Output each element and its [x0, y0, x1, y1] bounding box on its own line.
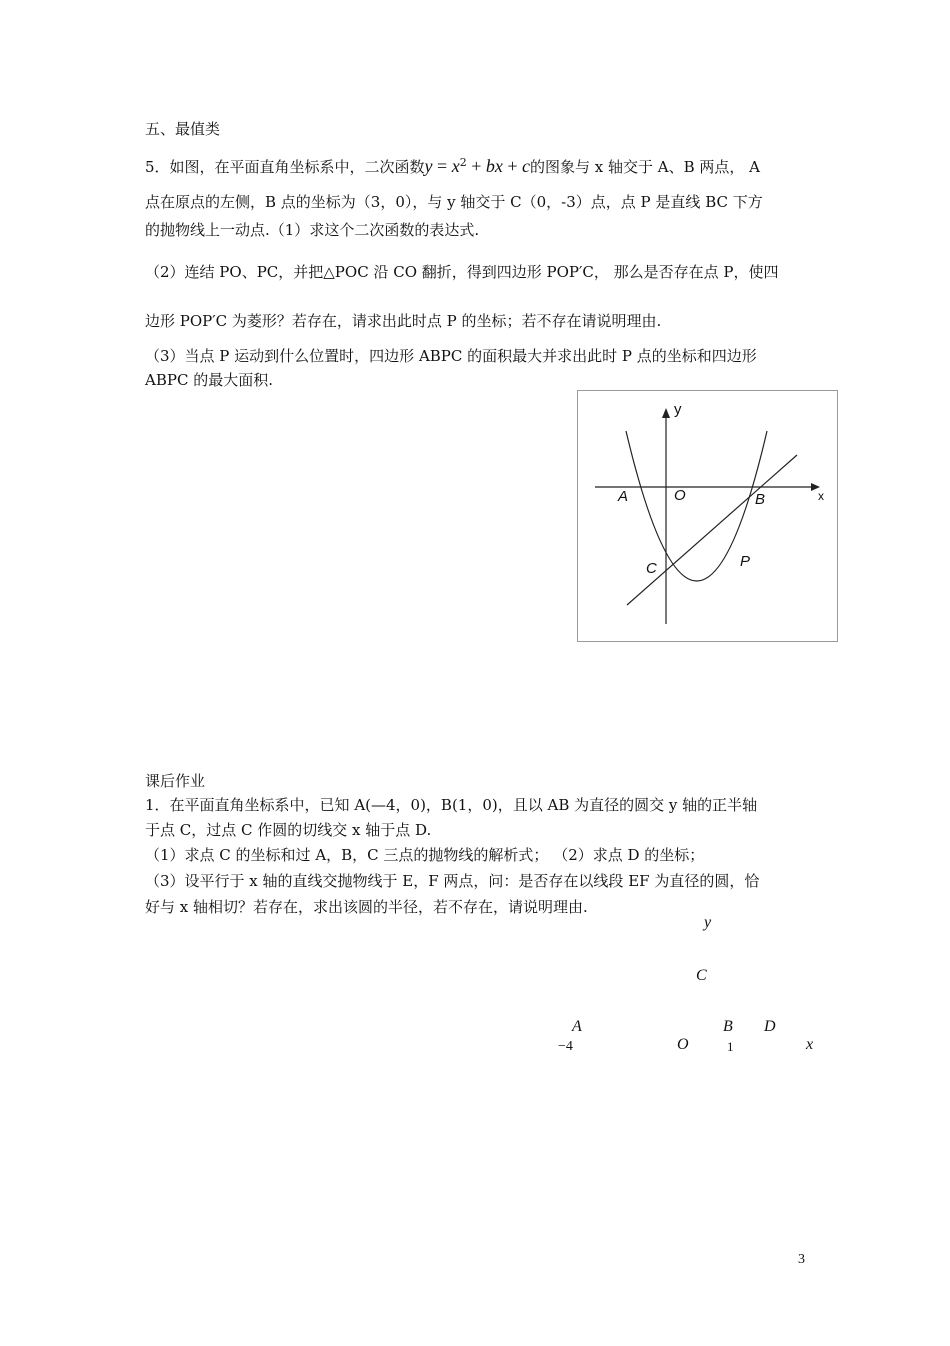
parabola-graph	[578, 391, 839, 643]
eq-plus-1: +	[466, 156, 486, 176]
page-number: 3	[798, 1252, 805, 1267]
hw-label-one: 1	[727, 1039, 734, 1054]
problem5-part3-line2: ABPC 的最大面积.	[145, 371, 273, 389]
homework-line2: 于点 C，过点 C 作圆的切线交 x 轴于点 D.	[145, 821, 432, 839]
hw-label-b: B	[723, 1018, 733, 1035]
homework-line4: （3）设平行于 x 轴的直线交抛物线于 E，F 两点，问：是否存在以线段 EF 为直径的圆，恰	[145, 872, 760, 890]
homework-title: 课后作业	[145, 772, 206, 790]
problem5-line1	[145, 153, 760, 177]
problem5-trail: 的图象与 x 轴交于 A、B 两点， A	[530, 158, 761, 176]
homework-line5: 好与 x 轴相切？若存在，求出该圆的半径，若不存在，请说明理由.	[145, 898, 588, 916]
eq-plus-2: +	[502, 156, 523, 176]
y-axis-arrow	[662, 408, 670, 418]
eq-exponent: 2	[459, 156, 467, 169]
parabola-figure	[577, 390, 838, 642]
label-c: C	[646, 560, 657, 577]
hw-label-d: D	[764, 1018, 776, 1035]
eq-c: c	[522, 156, 531, 176]
problem5-line3: 的抛物线上一动点.（1）求这个二次函数的表达式.	[145, 221, 480, 239]
eq-x: x	[451, 156, 460, 176]
label-b: B	[755, 491, 766, 508]
hw-label-x: x	[806, 1036, 814, 1053]
homework-line1: 1．在平面直角坐标系中，已知 A(—4，0)，B(1，0)，且以 AB 为直径的圆交 y 轴的正半轴	[145, 796, 758, 814]
hw-label-minus4: −4	[558, 1039, 573, 1054]
hw-label-c: C	[696, 967, 707, 984]
hw-label-o: O	[677, 1036, 689, 1053]
homework-line3: （1）求点 C 的坐标和过 A，B，C 三点的抛物线的解析式； （2）求点 D 的坐标；	[145, 846, 705, 864]
hw-label-y: y	[704, 914, 712, 931]
eq-y: y	[424, 156, 433, 176]
label-p: P	[740, 553, 751, 570]
line-bc	[627, 455, 797, 605]
label-a: A	[618, 488, 629, 505]
problem5-line2: 点在原点的左侧，B 点的坐标为（3，0），与 y 轴交于 C（0，-3）点，点 P 是直线 BC 下方	[145, 193, 763, 211]
eq-bx: bx	[485, 156, 503, 176]
problem5-lead: 5．如图，在平面直角坐标系中，二次函数	[145, 158, 425, 176]
problem5-part2-line1: （2）连结 PO、PC，并把△POC 沿 CO 翻折，得到四边形 POP′C， 那么是否存在点 P，使四	[145, 263, 779, 281]
label-y: y	[674, 401, 682, 418]
problem5-part3-line1: （3）当点 P 运动到什么位置时，四边形 ABPC 的面积最大并求出此时 P 点的坐标和四边形	[145, 347, 757, 365]
hw-label-a: A	[572, 1018, 582, 1035]
section-title: 五、最值类	[145, 120, 221, 138]
problem5-part2-line2: 边形 POP′C 为菱形？若存在，请求出此时点 P 的坐标；若不存在请说明理由.	[145, 312, 662, 330]
label-o: O	[674, 487, 686, 504]
eq-equals: =	[432, 156, 452, 176]
label-x: x	[818, 489, 824, 503]
